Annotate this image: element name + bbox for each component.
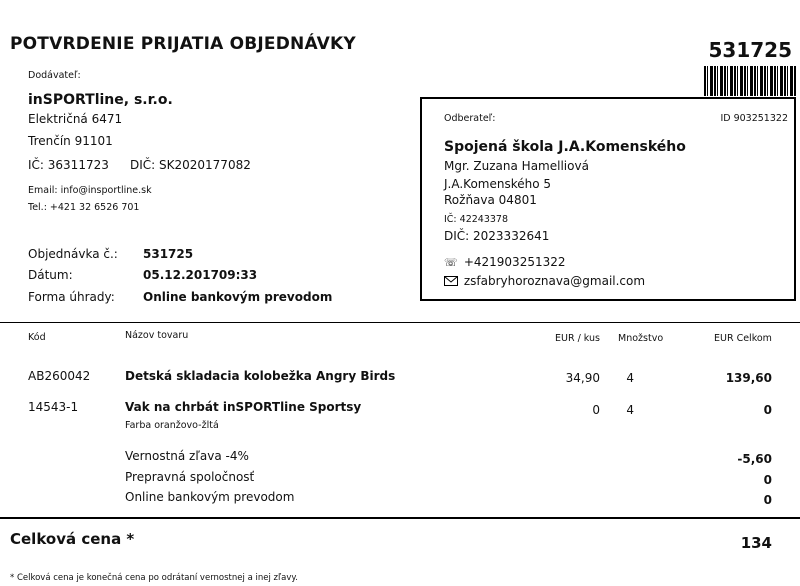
supplier-ico: IČ: 36311723 <box>28 158 109 172</box>
col-header-quantity: Množstvo <box>618 333 664 344</box>
barcode-image <box>704 66 796 96</box>
order-date-value: 05.12.201709:33 <box>143 268 258 282</box>
total-rule <box>0 517 800 519</box>
footnote: * Celková cena je konečná cena po odrátaní vernostnej a inej zľavy. <box>10 573 298 583</box>
extra-discount-total: -5,60 <box>737 452 772 466</box>
order-date-label: Dátum: <box>28 268 73 282</box>
col-header-unit-price: EUR / kus <box>555 333 600 344</box>
supplier-name: inSPORTline, s.r.o. <box>28 92 173 108</box>
supplier-label: Dodávateľ: <box>28 70 81 81</box>
row1-code: AB260042 <box>28 369 91 383</box>
row2-code: 14543-1 <box>28 400 79 414</box>
row1-total: 139,60 <box>725 371 772 385</box>
customer-box <box>420 97 796 301</box>
supplier-street: Električná 6471 <box>28 112 123 126</box>
row1-name: Detská skladacia kolobežka Angry Birds <box>125 369 396 383</box>
payment-method-value: Online bankovým prevodom <box>143 290 333 304</box>
row1-quantity: 4 <box>626 371 634 385</box>
row2-quantity: 4 <box>626 403 634 417</box>
customer-dic: DIČ: 2023332641 <box>444 229 550 243</box>
total-value: 134 <box>740 534 772 552</box>
order-number-label: Objednávka č.: <box>28 247 118 261</box>
customer-street: J.A.Komenského 5 <box>444 177 552 191</box>
customer-city: Rožňava 04801 <box>444 193 537 207</box>
order-number-header: 531725 <box>708 38 792 62</box>
supplier-dic: DIČ: SK2020177082 <box>130 158 251 172</box>
supplier-email: Email: info@insportline.sk <box>28 185 152 196</box>
order-number-value: 531725 <box>143 247 194 261</box>
row2-name: Vak na chrbát inSPORTline Sportsy <box>125 400 362 414</box>
customer-email: zsfabryhoroznava@gmail.com <box>463 274 646 288</box>
row1-unit-price: 34,90 <box>565 371 600 385</box>
table-top-rule <box>0 322 800 323</box>
customer-phone-row <box>444 255 566 269</box>
supplier-phone: Tel.: +421 32 6526 701 <box>28 202 140 213</box>
supplier-city: Trenčín 91101 <box>28 134 113 148</box>
customer-name: Spojená škola J.A.Komenského <box>444 139 686 155</box>
row2-total: 0 <box>763 403 772 417</box>
col-header-name: Názov tovaru <box>125 330 189 341</box>
payment-method-label: Forma úhrady: <box>28 290 115 304</box>
customer-ico: IČ: 42243378 <box>444 214 509 225</box>
col-header-code: Kód <box>28 332 46 343</box>
customer-label: Odberateľ: <box>444 113 496 124</box>
customer-id: ID 903251322 <box>720 113 788 124</box>
customer-contact: Mgr. Zuzana Hamelliová <box>444 159 589 173</box>
extra-payment-label: Online bankovým prevodom <box>125 490 295 504</box>
phone-icon: ☏ <box>444 256 458 269</box>
row2-unit-price: 0 <box>592 403 600 417</box>
extra-shipping-label: Prepravná spoločnosť <box>125 470 255 484</box>
extra-payment-total: 0 <box>763 493 772 507</box>
document-title: POTVRDENIE PRIJATIA OBJEDNÁVKY <box>10 34 356 54</box>
col-header-total: EUR Celkom <box>714 333 772 344</box>
row2-variant: Farba oranžovo-žltá <box>125 420 219 431</box>
mail-icon <box>444 274 460 288</box>
customer-phone: +421903251322 <box>463 255 566 269</box>
extra-discount-label: Vernostná zľava -4% <box>125 449 249 463</box>
customer-email-row <box>444 274 645 288</box>
extra-shipping-total: 0 <box>763 473 772 487</box>
total-label: Celková cena * <box>10 530 135 548</box>
